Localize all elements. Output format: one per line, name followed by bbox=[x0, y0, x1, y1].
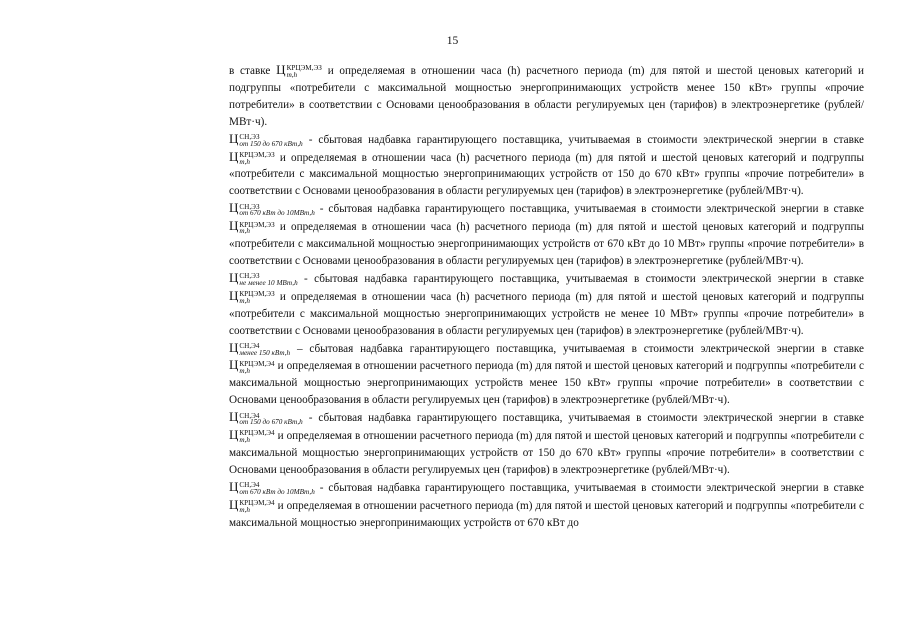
definition-paragraph bbox=[229, 270, 864, 340]
formula-superscript: СН,ЭЗ bbox=[239, 133, 260, 142]
paragraph-text: и определяемая в отношении часа (h) расчетного периода (m) для пятой и шестой ценовых категорий и подгруппы «потребители с максимальной мощностью энергопринимающих устройств от 670 кВт до 10 МВт» группы «прочие потребители» в соответствии с Основами ценообразования в области регулируемых цен (тарифов) в электроэнергетике (рублей/МВт·ч). bbox=[229, 221, 865, 267]
formula-symbol-surcharge: Ц СН,Э4 от 670 кВт до 10МВт,h bbox=[229, 478, 315, 496]
paragraph-text: - сбытовая надбавка гарантирующего поставщика, учитываемая в стоимости электрической энергии в ставке bbox=[308, 412, 865, 425]
paragraph-text: и определяемая в отношении расчетного периода (m) для пятой и шестой ценовых категорий и подгруппы «потребители с максимальной мощностью энергопринимающих устройств от 150 до 670 кВт» группы «прочие потребители» в соответствии с Основами ценообразования в области регулируемых цен (тарифов) в электроэнергетике (рублей/МВт·ч). bbox=[229, 430, 865, 476]
definition-paragraph bbox=[229, 409, 864, 479]
formula-superscript: КРЦЭМ,Э4 bbox=[239, 499, 275, 508]
formula-subscript: m,h bbox=[286, 71, 298, 80]
formula-subscript: m,h bbox=[239, 297, 250, 306]
formula-superscript: КРЦЭМ,Э4 bbox=[239, 429, 275, 438]
formula-superscript: СН,Э4 bbox=[239, 341, 260, 350]
formula-superscript: СН,ЭЗ bbox=[239, 272, 260, 281]
paragraph-text: - сбытовая надбавка гарантирующего поставщика, учитываемая в стоимости электрической энергии в ставке bbox=[319, 203, 865, 216]
definition-paragraph bbox=[229, 479, 864, 532]
formula-subscript: не менее 10 МВт,h bbox=[239, 279, 298, 288]
formula-symbol-surcharge: Ц СН,ЭЗ от 670 кВт до 10МВт,h bbox=[229, 200, 315, 218]
page-number: 15 bbox=[446, 35, 459, 47]
formula-subscript: m,h bbox=[239, 366, 250, 375]
formula-symbol-krcem-e4: Ц КРЦЭМ,Э4 m,h bbox=[229, 357, 275, 375]
formula-symbol-krcem-e4: Ц КРЦЭМ,Э4 m,h bbox=[229, 427, 275, 445]
formula-superscript: КРЦЭМ,ЭЗ bbox=[239, 290, 275, 299]
formula-superscript: СН,Э4 bbox=[239, 411, 260, 420]
formula-superscript: КРЦЭМ,ЭЗ bbox=[239, 220, 275, 229]
formula-subscript: от 150 до 670 кВт,h bbox=[239, 418, 303, 427]
formula-symbol-surcharge: Ц СН,Э4 менее 150 кВт,h bbox=[229, 339, 291, 357]
definition-paragraph bbox=[229, 131, 864, 201]
paragraph-text: и определяемая в отношении расчетного периода (m) для пятой и шестой ценовых категорий и подгруппы «потребители с максимальной мощностью энергопринимающих устройств менее 150 кВт» группы «прочие потребители» в соответствии с Основами ценообразования в области регулируемых цен (тарифов) в электроэнергетике (рублей/МВт·ч). bbox=[229, 360, 865, 407]
formula-symbol-krcem-e3: Ц КРЦЭМ,ЭЗ m,h bbox=[229, 148, 275, 166]
paragraph-text: - сбытовая надбавка гарантирующего поставщика, учитываемая в стоимости электрической энергии в ставке bbox=[319, 481, 865, 494]
formula-symbol-krcem-e3: Ц КРЦЭМ,ЭЗ m,h bbox=[276, 62, 322, 80]
formula-symbol-krcem-e4: Ц КРЦЭМ,Э4 m,h bbox=[229, 496, 275, 514]
formula-subscript: m,h bbox=[239, 436, 250, 445]
formula-superscript: КРЦЭМ,Э4 bbox=[239, 359, 275, 368]
paragraph-text: и определяемая в отношении часа (h) расчетного периода (m) для пятой и шестой ценовых категорий и подгруппы «потребители с максимальной мощностью энергопринимающих устройств от 150 до 670 кВт» группы «прочие потребители» в соответствии с Основами ценообразования в области регулируемых цен (тарифов) в электроэнергетике (рублей/МВт·ч). bbox=[229, 151, 865, 198]
formula-symbol-surcharge: Ц СН,ЭЗ не менее 10 МВт,h bbox=[229, 269, 298, 288]
formula-subscript: от 670 кВт до 10МВт,h bbox=[239, 209, 315, 218]
paragraph-text: и определяемая в отношении расчетного периода (m) для пятой и шестой ценовых категорий и подгруппы «потребители с максимальной мощностью энергопринимающих устройств от 670 кВт до bbox=[229, 499, 865, 529]
formula-subscript: менее 150 кВт,h bbox=[239, 348, 291, 357]
formula-subscript: от 150 до 670 кВт,h bbox=[239, 139, 303, 148]
paragraph-text: и определяемая в отношении часа (h) расчетного периода (m) для пятой и шестой ценовых категорий и подгруппы «потребители с максимальной мощностью энергопринимающих устройств менее 150 кВт» группы «прочие потребители» в соответствии с Основами ценообразования в области регулируемых цен (тарифов) в электроэнергетике (рублей/МВт·ч). bbox=[229, 65, 865, 128]
formula-superscript: КРЦЭМ,ЭЗ bbox=[239, 150, 275, 159]
formula-subscript: m,h bbox=[239, 227, 250, 236]
paragraph-continuation bbox=[229, 62, 864, 131]
formula-superscript: КРЦЭМ,ЭЗ bbox=[286, 64, 322, 73]
formula-symbol-surcharge: Ц СН,ЭЗ от 150 до 670 кВт,h bbox=[229, 130, 303, 148]
formula-symbol-surcharge: Ц СН,Э4 от 150 до 670 кВт,h bbox=[229, 409, 303, 427]
definition-paragraph bbox=[229, 200, 864, 270]
formula-subscript: m,h bbox=[239, 505, 250, 514]
formula-symbol-krcem-e3: Ц КРЦЭМ,ЭЗ m,h bbox=[229, 287, 275, 306]
paragraph-text: - сбытовая надбавка гарантирующего поставщика, учитываемая в стоимости электрической энергии в ставке bbox=[304, 272, 865, 285]
formula-superscript: СН,ЭЗ bbox=[239, 202, 260, 211]
formula-superscript: СН,Э4 bbox=[239, 481, 260, 490]
paragraph-lead: в ставке bbox=[229, 65, 271, 77]
formula-symbol-krcem-e3: Ц КРЦЭМ,ЭЗ m,h bbox=[229, 218, 275, 236]
paragraph-text: – сбытовая надбавка гарантирующего поставщика, учитываемая в стоимости электрической энергии в ставке bbox=[296, 342, 865, 355]
document-body bbox=[229, 62, 864, 531]
paragraph-text: и определяемая в отношении часа (h) расчетного периода (m) для пятой и шестой ценовых категорий и подгруппы «потребители с максимальной мощностью энергопринимающих устройств не менее 10 МВт» группы «прочие потребители» в соответствии с Основами ценообразования в области регулируемых цен (тарифов) в электроэнергетике (рублей/МВт·ч). bbox=[229, 290, 865, 337]
definition-paragraph bbox=[229, 340, 864, 410]
paragraph-text: - сбытовая надбавка гарантирующего поставщика, учитываемая в стоимости электрической энергии в ставке bbox=[308, 133, 865, 146]
formula-subscript: от 670 кВт до 10МВт,h bbox=[239, 487, 315, 496]
formula-subscript: m,h bbox=[239, 157, 250, 166]
